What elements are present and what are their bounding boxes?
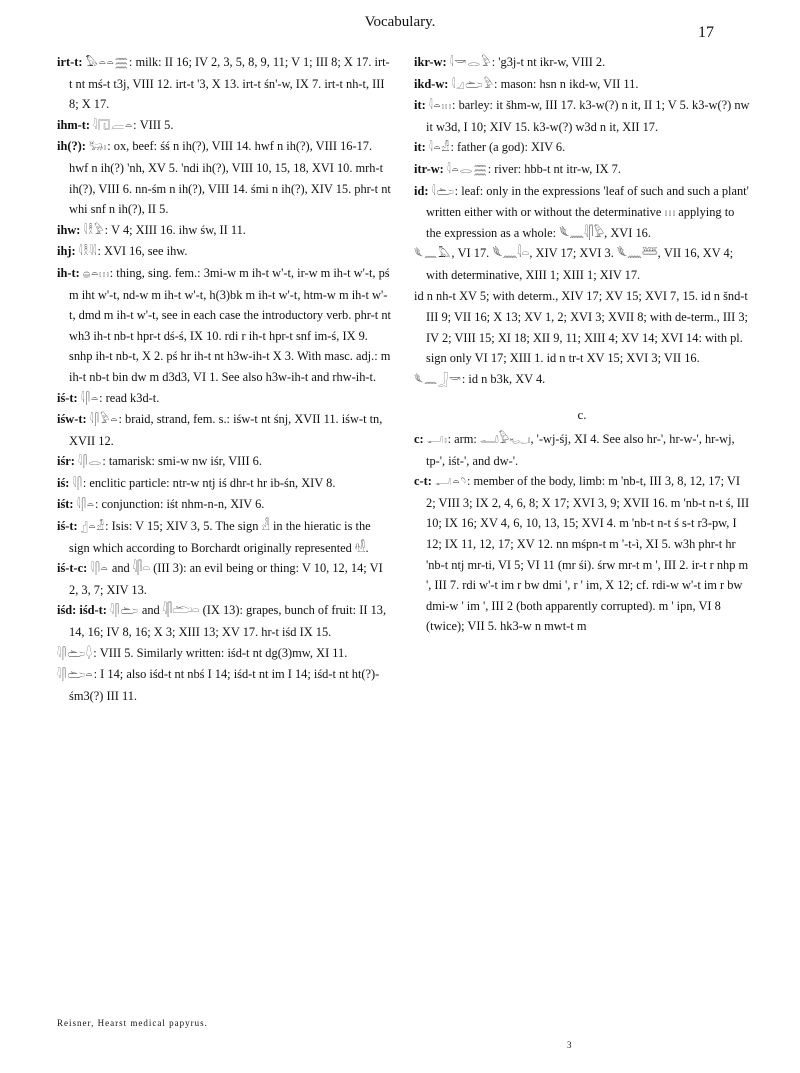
dictionary-entry <box>414 159 750 181</box>
hieroglyph-group: 𓇋𓋴 <box>72 476 83 490</box>
hieroglyph-group: 𓇋𓉔𓐝𓏏 <box>93 118 134 132</box>
dictionary-entry <box>414 243 750 285</box>
entry-definition: : id n b3k, XV 4. <box>461 371 546 386</box>
entry-definition: : 'g3j-t nt ikr-w, VIII 2. <box>491 55 606 69</box>
hieroglyph-group: 𓆰𓈖𓅓 <box>414 247 452 261</box>
entry-definition: : XVI 16, see ihw. <box>97 244 188 259</box>
entry-definition: : arm: 𓂝𓅱𓆑𓏤, '-wj-śj, XI 4. See also hr-', hr-w-', hr-wj, tp-', iśt-', and dw-'. <box>426 432 735 468</box>
entry-definition: : I 14; also iśd-t nt nbś I 14; iśd-t nt im I 14; iśd-t nt ht(?)-śm3(?) III 11. <box>69 667 380 703</box>
entry-headword: ikd-w: <box>414 76 449 91</box>
dictionary-entry <box>414 471 750 637</box>
dictionary-entry <box>57 241 393 263</box>
hieroglyph-group: 𓇋𓎛𓇌 <box>78 245 98 259</box>
entry-definition: : conjunction: iśt nhm-n-n, XIV 6. <box>94 497 265 512</box>
entry-definition: : father (a god): XIV 6. <box>450 140 566 155</box>
right-column <box>414 52 750 637</box>
dictionary-entry <box>414 52 750 74</box>
entry-headword: ih(?): <box>57 139 86 154</box>
dictionary-entry <box>57 220 393 242</box>
dictionary-entry <box>57 494 393 516</box>
dictionary-entry <box>57 115 393 137</box>
hieroglyph-group: 𓇋𓋴𓏏 <box>80 391 100 405</box>
hieroglyph-group: 𓇋𓏏𓀭 <box>428 141 451 155</box>
entry-headword: it: <box>414 98 426 113</box>
entry-headword: iś-t: <box>57 519 78 534</box>
entry-definition: , VI 17. 𓆰𓈖𓇋𓏏, XIV 17; XVI 3. 𓆰𓈖𓆷, VII 16, XV 4; with determinative, XIII 1; XIII 1; XIV 17. <box>426 246 734 282</box>
entry-definition: : enclitic particle: ntr-w ntj iś dhr-t hr ib-śn, XIV 8. <box>82 475 336 490</box>
dictionary-entry <box>57 136 393 219</box>
hieroglyph-group: 𓇋𓎛𓅱 <box>83 223 105 237</box>
page-title: Vocabulary. <box>364 14 436 30</box>
hieroglyph-group: 𓂝𓏤 <box>426 433 448 447</box>
dictionary-entry <box>57 664 393 706</box>
entry-definition: : braid, strand, fem. s.: iśw-t nt śnj, XVII 11. iśw-t tn, XVII 12. <box>69 412 383 448</box>
dictionary-entry <box>414 95 750 137</box>
entry-definition: and 𓇋𓋴𓂧𓏏 (IX 13): grapes, bunch of fruit: II 13, 14, 16; IV 8, 16; X 3; XIII 13; XV 17. hr-t iśd IX 15. <box>69 603 387 640</box>
entry-headword: iśr: <box>57 454 75 469</box>
dictionary-entry <box>57 516 393 558</box>
dictionary-entry <box>414 286 750 369</box>
entry-definition: : milk: II 16; IV 2, 3, 5, 8, 9, 11; V 1; III 8; X 17. irt-t nt mś-t t3j, VIII 12. irt-t '3, X 13. irt-t śn'-w, IX 7. irt-t nh-t, III 8; X 17. <box>69 55 390 112</box>
hieroglyph-group: 𓇋𓋴𓂧 <box>110 604 139 618</box>
hieroglyph-group: 𓅃𓏏𓏏𓈗 <box>85 56 129 69</box>
entry-headword: iśd: iśd-t: <box>57 603 107 618</box>
dictionary-entry <box>414 137 750 159</box>
entry-headword: irt-t: <box>57 55 83 69</box>
hieroglyph-group: 𓇋𓋴𓏏 <box>90 562 109 576</box>
entry-headword: ihj: <box>57 244 76 259</box>
folio-mark: 3 <box>567 1040 572 1050</box>
entry-definition: : mason: hsn n ikd-w, VII 11. <box>494 76 639 91</box>
entry-headword: id: <box>414 183 429 198</box>
hieroglyph-group: 𓊨𓏏𓁐 <box>80 520 106 534</box>
dictionary-entry <box>414 74 750 96</box>
entry-headword: c-t: <box>414 474 432 489</box>
hieroglyph-group: 𓐍𓏏𓏥 <box>82 266 110 280</box>
entry-definition: : member of the body, limb: m 'nb-t, III 3, 8, 12, 17; VI 2; VIII 3; IX 2, 4, 6, 8; X 17; XVI 3, 9; XVII 16. m 'nb-t n-t ś, III 10; IX 16; XV 4, 6, 10, 13, 15; XVI 4. m 'nb-t n-t ś s-t r3-pw, I 12; IX 11, 12, 17; XV 12. nn mśpn-t m '-t-ì, XI 5. w3h phr-t hr 'nb-t ntj mr-ti, VI 5; VI 11 (mr śi). śrw mr-t m ', III 2. ir-t r nhp m ', III 7. rdi w'-t im r bw dmi ', r ' im, X 12; cf. rdi-w w'-t im r bw dmi-w ' im ', III 2 (both apparently corrupted). m ' ipn, VI 8 (twice); VII 5. hk3-w n mwt-t m <box>426 474 750 634</box>
left-column <box>57 52 393 706</box>
entry-definition: : river: hbb-t nt itr-w, IX 7. <box>487 161 621 176</box>
dictionary-entry <box>414 429 750 471</box>
entry-definition: and 𓇋𓋴𓏏 (III 3): an evil being or thing: V 10, 12, 14; VI 2, 3, 7; XIV 13. <box>69 561 383 597</box>
dictionary-entry <box>414 369 750 391</box>
hieroglyph-group: 𓇋𓈎𓂧𓅱 <box>451 77 495 91</box>
hieroglyph-group: 𓇋𓋴𓂧𓏏 <box>57 668 94 682</box>
hieroglyph-group: 𓇋𓏏𓏥 <box>428 99 453 113</box>
entry-definition: : read k3d-t. <box>99 390 160 405</box>
dictionary-entry <box>57 473 393 495</box>
entry-definition: : tamarisk: smi-w nw iśr, VIII 6. <box>102 454 262 469</box>
entry-headword: ikr-w: <box>414 55 447 69</box>
entry-headword: ihm-t: <box>57 117 91 132</box>
entry-headword: itr-w: <box>414 161 444 176</box>
entry-definition: id n nh-t XV 5; with determ., XIV 17; XV 15; XVI 7, 15. id n šnd-t III 9; VII 16; X 13; XV 1, 2; XVI 3; XVII 8; with de-term., III 3; IV 2; VIII 15; XI 18; XII 9, 11; XIII 4; XV 14; XVI 14: with pl. sign only VI 17; XIII 1. id n tr-t XV 15; XVI 3; VII 16. <box>414 288 748 366</box>
entry-definition: : VIII 5. <box>133 117 174 132</box>
hieroglyph-group: 𓆰𓈖𓃀𓎡 <box>414 372 462 386</box>
entry-headword: iśw-t: <box>57 412 87 427</box>
hieroglyph-group: 𓇋𓋴𓂋 <box>78 455 103 469</box>
entry-headword: iś: <box>57 475 70 490</box>
hieroglyph-group: 𓇋𓋴𓂧𓆭 <box>57 646 94 660</box>
dictionary-entry <box>57 263 393 388</box>
dictionary-entry <box>57 451 393 473</box>
dictionary-entry <box>57 558 393 600</box>
hieroglyph-group: 𓇋𓋴𓏏 <box>76 498 95 512</box>
entry-definition: : leaf: only in the expressions 'leaf of such and such a plant' written either with or without the determinative 𓏥 applying to the expression as a whole: 𓆰𓈖𓇋𓋴𓅱, XVI 16. <box>426 183 749 240</box>
entry-headword: iśt: <box>57 497 74 512</box>
entry-definition: : V 4; XIII 16. ihw św, II 11. <box>104 222 246 237</box>
hieroglyph-group: 𓇋𓏏𓂋𓈗 <box>446 162 488 176</box>
footer-note: Reisner, Hearst medical papyrus. <box>57 1018 208 1028</box>
hieroglyph-group: 𓇋𓋴𓅱𓏏 <box>89 413 119 427</box>
entry-headword: it: <box>414 140 426 155</box>
page-number: 17 <box>698 24 714 41</box>
hieroglyph-group: 𓂝𓏏𓄹 <box>435 475 467 489</box>
entry-headword: ih-t: <box>57 265 80 280</box>
dictionary-entry <box>414 181 750 244</box>
entry-headword: iś-t-c: <box>57 561 88 576</box>
hieroglyph-group: 𓇋𓂧 <box>431 184 455 198</box>
dictionary-entry <box>57 643 393 665</box>
section-letter: c. <box>577 406 587 422</box>
entry-headword: c: <box>414 432 424 447</box>
dictionary-entry <box>57 52 393 115</box>
hieroglyph-group: 𓃒𓏤 <box>89 140 108 154</box>
entry-definition: : VIII 5. Similarly written: iśd-t nt dg(3)mw, XI 11. <box>93 645 348 660</box>
entry-headword: ihw: <box>57 222 81 237</box>
dictionary-entry <box>57 388 393 410</box>
entry-definition: : Isis: V 15; XIV 3, 5. The sign 𓁐 in the hieratic is the sign which according to Borchardt originally represented 𓁗. <box>69 519 371 555</box>
entry-definition: : thing, sing. fem.: 3mi-w m ih-t w'-t, ir-w m ih-t w'-t, pś m iht w'-t, nd-w m ih-t w'-t, h(3)bk m ih-t w'-t, htm-w m ih-t w'-t, dmd m ih-t w'-t, see in each case the introductory verb. phr-t nt wh3 ih-t nb-t hpr-t dś-ś, IX 10. rdi r ih-t hpr-t snf im-ś, IX 9. snhp ih-t nb-t, X 2. pś hr ih-t nt h3w-ih-t X 3. With masc. adj.: m ih-t nb-t bin dw m d3d3, VI 1. See also h3w-ih-t and rhw-ih-t. <box>69 265 391 384</box>
dictionary-entry <box>57 600 393 642</box>
hieroglyph-group: 𓇋𓎡𓂋𓅱 <box>449 56 492 69</box>
entry-definition: : barley: it šhm-w, III 17. k3-w(?) n it, II 1; V 5. k3-w(?) nw it w3d, I 10; XIV 15. k3-w(?) w3d n it, XII 17. <box>426 98 750 134</box>
dictionary-entry <box>57 409 393 451</box>
entry-definition: : ox, beef: śś n ih(?), VIII 14. hwf n ih(?), VIII 16-17. hwf n ih(?) 'nh, XV 5. 'ndi ih(?), VIII 10, 15, 18, XVI 10. mrh-t ih(?), VIII 6. nn-śm n ih(?), VIII 14. śmi n ih(?), XIV 15. phr-t nt whi snf n ih(?), II 5. <box>69 139 391 217</box>
entry-headword: iś-t: <box>57 390 78 405</box>
